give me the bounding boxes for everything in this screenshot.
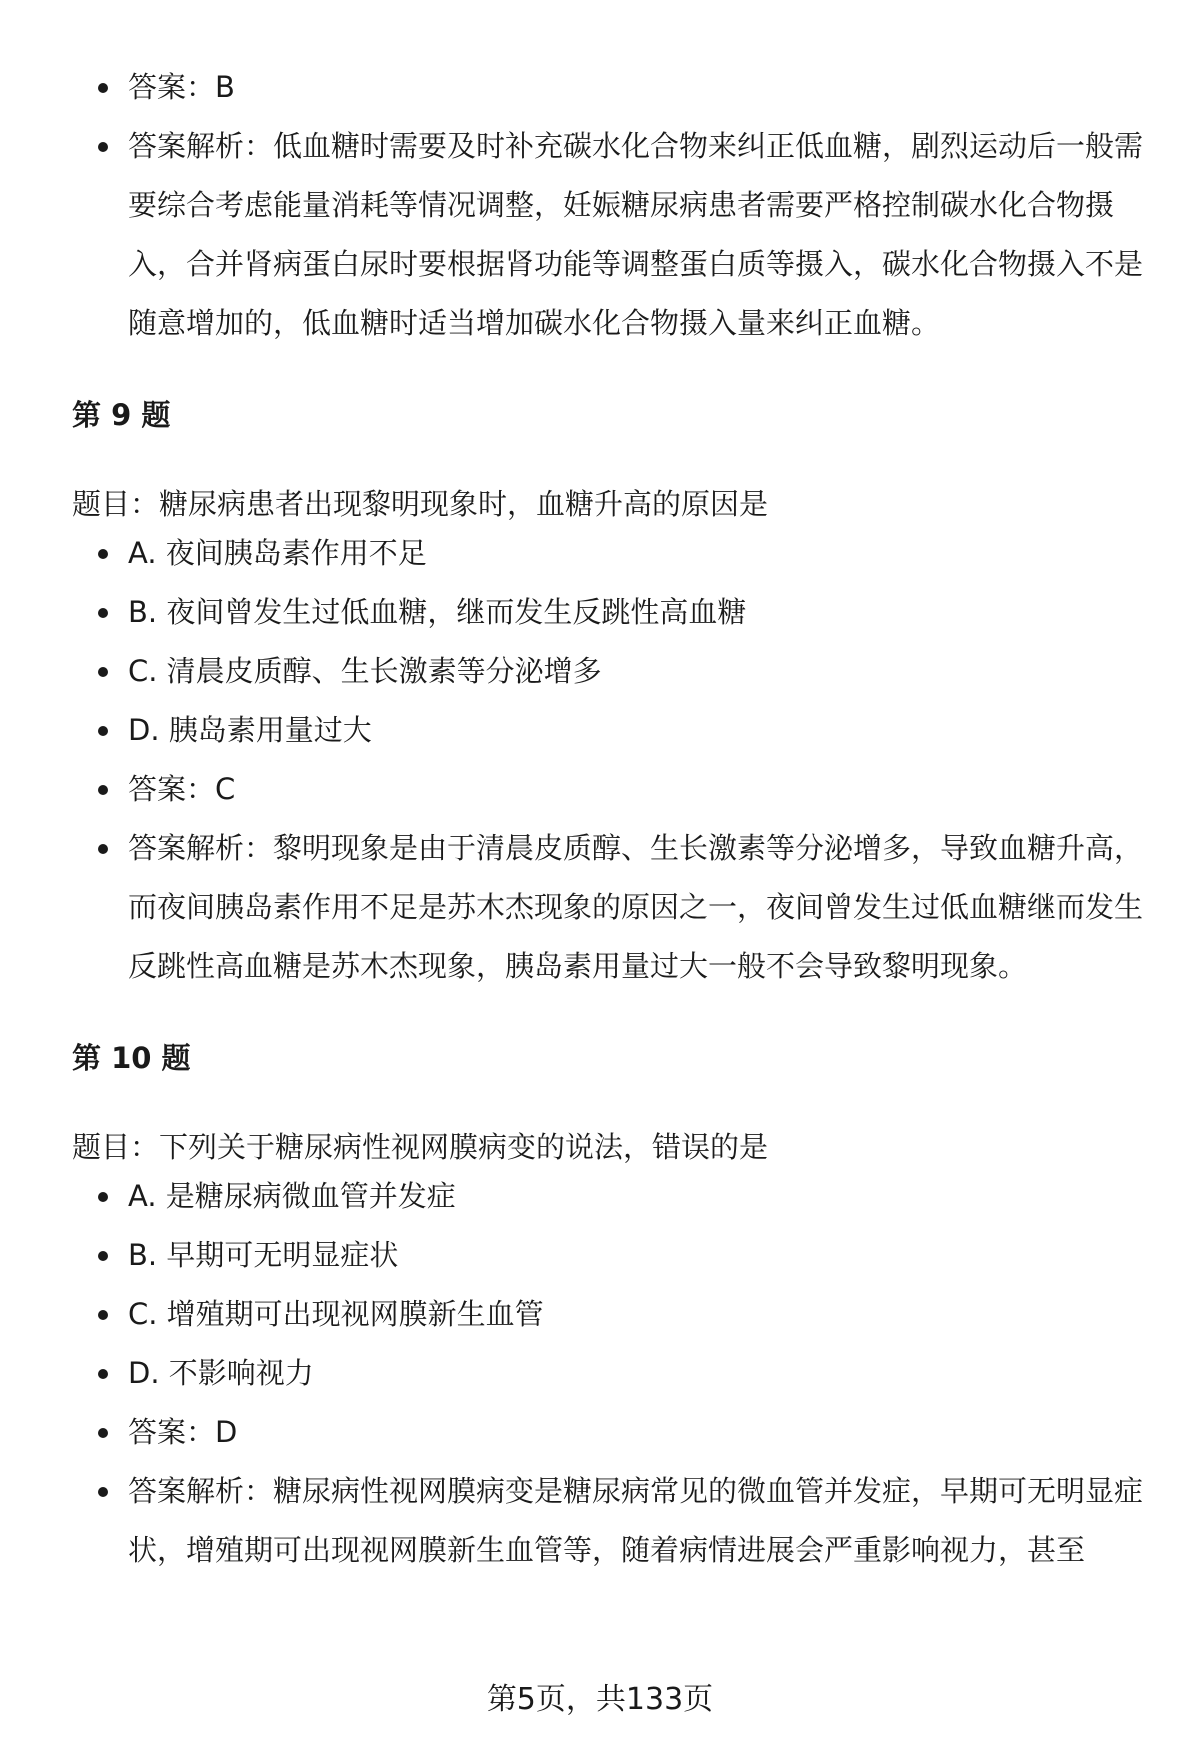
option-item: B. 夜间曾发生过低血糖，继而发生反跳性高血糖	[72, 583, 1152, 642]
explanation-item: 答案解析：糖尿病性视网膜病变是糖尿病常见的微血管并发症，早期可无明显症状，增殖期可出现视网膜新生血管等，随着病情进展会严重影响视力，甚至	[72, 1462, 1152, 1580]
explanation-item: 答案解析：黎明现象是由于清晨皮质醇、生长激素等分泌增多，导致血糖升高，而夜间胰岛素作用不足是苏木杰现象的原因之一，夜间曾发生过低血糖继而发生反跳性高血糖是苏木杰现象，胰岛素用量过大一般不会导致黎明现象。	[72, 819, 1152, 996]
question-options	[72, 524, 1152, 996]
option-item: B. 早期可无明显症状	[72, 1226, 1152, 1285]
question-heading: 第 10 题	[72, 1041, 191, 1075]
question-heading: 第 9 题	[72, 398, 171, 432]
explanation-item: 答案解析：低血糖时需要及时补充碳水化合物来纠正低血糖，剧烈运动后一般需要综合考虑能量消耗等情况调整，妊娠糖尿病患者需要严格控制碳水化合物摄入，合并肾病蛋白尿时要根据肾功能等调整蛋白质等摄入，碳水化合物摄入不是随意增加的，低血糖时适当增加碳水化合物摄入量来纠正血糖。	[72, 117, 1152, 353]
answer-item: 答案：C	[72, 760, 1152, 819]
question-stem: 题目：下列关于糖尿病性视网膜病变的说法，错误的是	[72, 1130, 769, 1164]
answer-item: 答案：D	[72, 1403, 1152, 1462]
option-item: D. 胰岛素用量过大	[72, 701, 1152, 760]
answer-item: 答案：B	[72, 58, 1152, 117]
option-item: A. 是糖尿病微血管并发症	[72, 1167, 1152, 1226]
page-content	[72, 58, 1152, 1580]
question-options	[72, 1167, 1152, 1580]
question-stem: 题目：糖尿病患者出现黎明现象时，血糖升高的原因是	[72, 487, 769, 521]
page-number-footer: 第5页，共133页	[486, 1682, 714, 1717]
option-item: C. 清晨皮质醇、生长激素等分泌增多	[72, 642, 1152, 701]
previous-question-tail	[72, 58, 1152, 353]
option-item: D. 不影响视力	[72, 1344, 1152, 1403]
option-item: A. 夜间胰岛素作用不足	[72, 524, 1152, 583]
option-item: C. 增殖期可出现视网膜新生血管	[72, 1285, 1152, 1344]
